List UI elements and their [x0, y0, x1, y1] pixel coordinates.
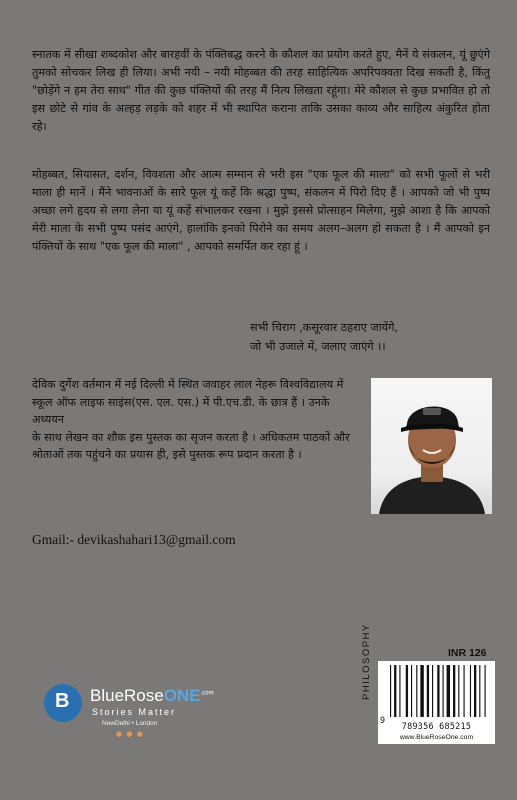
- author-bio: देविक दुर्गेश वर्तमान में नई दिल्ली में स्थित जवाहर लाल नेहरू विश्वविद्यालय में स्कूल ऑफ लाइफ साइंस(एस. एल. एस.) में पी.एच.डी. के छात्र हैं । उनके अध्ययन के साथ लेखन का शौक इस पुस्तक का सृजन करता है । अधिकतम पाठकों और श्रोताओं तक पहुंचने का प्रयास ही, इसे पुस्तक रूप प्रदान करता है ।: [32, 378, 350, 461]
- isbn-prefix: 9: [380, 715, 386, 725]
- publisher-logo-mark: [44, 684, 82, 722]
- publisher-website: www.BlueRoseOne.com: [399, 734, 474, 741]
- intro-paragraph: स्नातक में सीखा शब्दकोश और बारहवीं के पंक्तिबद्ध करने के कौशल का प्रयोग करते हुए, मैनें ये संकलन, यूं छुएंगे तुमको सोचकर लिख ही लिया। अभी नयी – नयी मोहब्बत की तरह साहित्यिक अपरिपक्वता दिख सकती है, किंतु "छोड़ेंगे न हम तेरा साथ" गीत की कुछ पंक्तियों की तरह मैं नित्य लिखता रहूंगा। मेरे कौशल से कुछ प्रभावित हो तो इस छोटे से गांव के अल्हड़ लड़के को शहर में भी स्थापित कराना ताकि उसका काव्य और साहित्य अंकुरित होता रहे।: [32, 48, 490, 133]
- publisher-cities: NewDelhi • London: [102, 720, 158, 727]
- logo-letter-icon: B: [55, 690, 70, 712]
- isbn-number: 789356 685215: [401, 721, 472, 731]
- publisher-name: BlueRoseONE$^{.com}$: [90, 686, 214, 705]
- description-paragraph: मोहब्बत, सियासत, दर्शन, विवशता और आत्म सम्मान से भरी इस "एक फूल की माला" को सभी फूलों से भरी माला ही मानें । मैंने भावनाओं के सारे फूल यूं कहें कि श्रद्धा पुष्प, संकलन में पिरो दिए हैं । आपको जो भी पुष्प अच्छा लगे हृदय से लगा लेना या यूं कहें संभालकर रखना । मुझे इससे प्रोत्साहन मिलेगा, मुझे आशा है कि आपको मेरी माला के सभी पुष्प पसंद आएंगे, हालांकि इनको पिरोने का समय अलग–अलग हो सकता है । मैं आपको इन पंक्तियों के साथ "एक फूल की माला" , आपको समर्पित कर रहा हूं ।: [32, 168, 490, 253]
- couplet: सभी चिराग ,कसूरवार ठहराए जायेंगे, जो भी उजाले में, जलाए जाएंगे ।।: [250, 321, 398, 353]
- social-icons: ● ● ●: [116, 730, 144, 738]
- barcode-icon: [390, 665, 486, 717]
- contact-email: Gmail:- devikashahari13@gmail.com: [32, 532, 236, 547]
- category-label: PHILOSOPHY: [361, 623, 372, 700]
- author-portrait-image: [371, 378, 492, 514]
- author-photo: [371, 378, 492, 514]
- publisher-logo: [44, 682, 234, 742]
- isbn-barcode: [378, 661, 495, 744]
- publisher-tagline: Stories Matter: [92, 707, 177, 717]
- price-label: INR 126: [448, 647, 487, 659]
